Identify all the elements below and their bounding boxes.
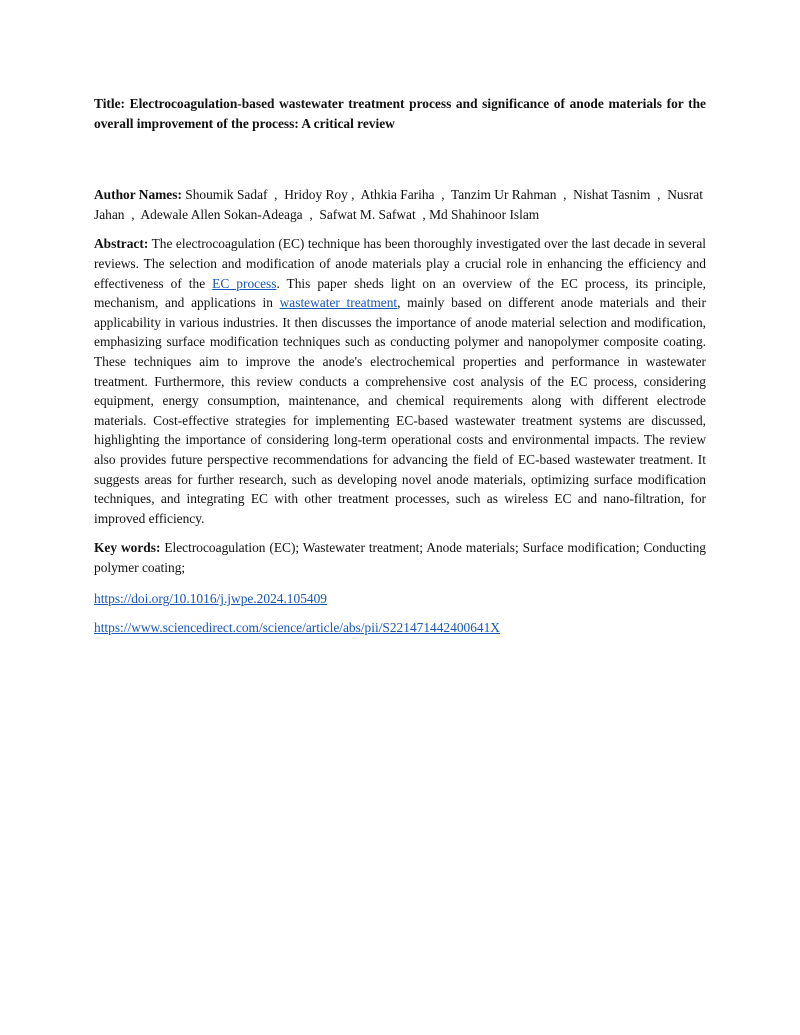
wastewater-treatment-link[interactable]: wastewater treatment [279, 295, 398, 311]
doi-link[interactable]: https://doi.org/10.1016/j.jwpe.2024.105409 [94, 591, 327, 607]
abstract-text-part2: . This paper sheds light on an overview of the EC process, its principle, mechanism, and applications in [94, 275, 706, 311]
author-name: Md Shahinoor Islam [429, 206, 540, 222]
author-name: Athkia Fariha [360, 187, 435, 203]
sciencedirect-line [94, 618, 706, 638]
keywords-text: Electrocoagulation (EC); Wastewater treatment; Anode materials; Surface modification; Conducting polymer coating; [94, 540, 706, 575]
abstract-label: Abstract: [94, 236, 149, 252]
document-page [94, 94, 706, 638]
author-name: Tanzim Ur Rahman [451, 187, 557, 203]
author-name: Adewale Allen Sokan-Adeaga [140, 206, 303, 222]
author-name: Nusrat Jahan [94, 187, 703, 222]
abstract-paragraph [94, 234, 706, 528]
author-list: Author Names: Shoumik Sadaf , Hridoy Roy , Athkia Fariha , Tanzim Ur Rahman , Nishat Tasnim , Nusrat Jahan , Adewale Allen Sokan-Adeaga , Safwat M. Safwat , Md Shahinoor Islam [94, 187, 703, 222]
title-text: Electrocoagulation-based wastewater treatment process and significance of anode materials for the overall improvement of the process: A critical review [94, 96, 706, 131]
author-name: Hridoy Roy [284, 187, 348, 203]
author-name: Safwat M. Safwat [319, 206, 416, 222]
abstract-text-part1: The electrocoagulation (EC) technique has been thoroughly investigated over the last decade in several reviews. The selection and modification of anode materials play a crucial role in enhancing the efficiency and effectiveness of the [94, 236, 706, 291]
ec-process-link[interactable]: EC process [212, 275, 277, 291]
keywords-label: Key words: [94, 540, 161, 556]
doi-line [94, 589, 706, 609]
author-name: Nishat Tasnim [573, 187, 651, 203]
sciencedirect-link[interactable]: https://www.sciencedirect.com/science/article/abs/pii/S221471442400641X [94, 620, 500, 636]
authors-label: Author Names: [94, 187, 182, 203]
title-label: Title: [94, 96, 125, 111]
abstract-text-part3: , mainly based on different anode materials and their applicability in various industries. It then discusses the importance of anode material selection and modification, emphasizing surface modification techniques such as conducting polymer and nanopolymer composite coating. These techniques aim to improve the anode's electrochemical properties and performance in wastewater treatment. Furthermore, this review conducts a comprehensive cost analysis of the EC process, considering equipment, energy consumption, maintenance, and chemical requirements along with different electrode materials. Cost-effective strategies for implementing EC-based wastewater treatment systems are discussed, highlighting the importance of considering long-term operational costs and environmental impacts. The review also provides future perspective recommendations for advancing the field of EC-based wastewater treatment. It suggests areas for further research, such as developing novel anode materials, optimizing surface modification techniques, and integrating EC with other treatment processes, such as wireless EC and nano-filtration, for improved efficiency. [94, 295, 706, 526]
paper-title [94, 94, 706, 133]
author-name: Shoumik Sadaf [185, 187, 268, 203]
keywords-paragraph [94, 538, 706, 577]
